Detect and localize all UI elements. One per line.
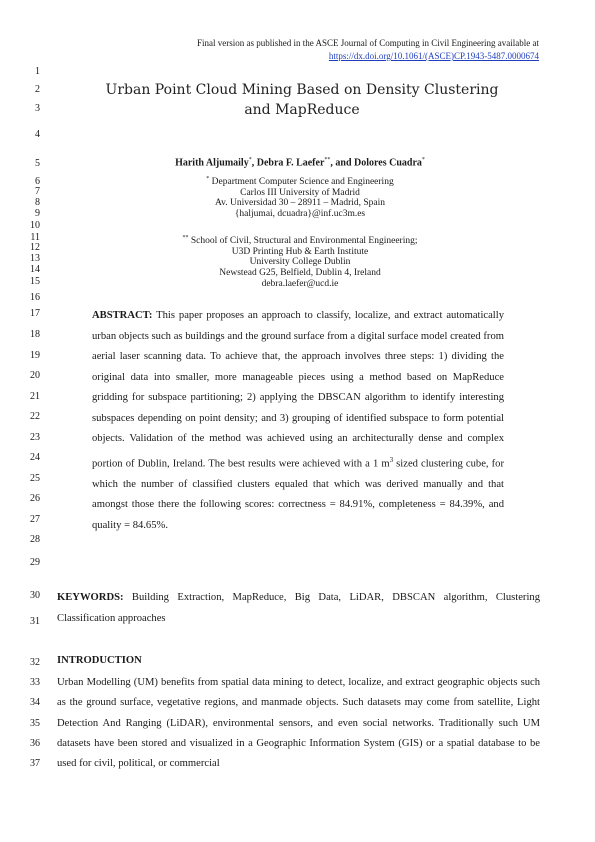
keywords-text: Building Extraction, MapReduce, Big Data, LiDAR, DBSCAN algorithm, Clustering Classification approaches — [57, 592, 540, 624]
introduction-paragraph: Urban Modelling (UM) benefits from spatial data mining to detect, localize, and extract geographic objects such as the ground surface, vegetative regions, and manmade objects. Such datasets may come from satellite, Light Detection And Ranging (LiDAR), environmental sensors, and even social networks. Traditionally such UM datasets have been stored and visualized in a Geographic Information System (GIS) or a spatial database to be used for civil, political, or commercial — [57, 677, 540, 770]
section-heading-introduction: INTRODUCTION — [57, 655, 142, 666]
line-number: 5 — [35, 158, 40, 169]
affiliation-address: Newstead G25, Belfield, Dublin 4, Ireland — [219, 267, 381, 278]
line-number: 15 — [30, 276, 40, 287]
line-number: 30 — [30, 590, 40, 601]
line-number: 17 — [30, 308, 40, 319]
line-number: 29 — [30, 557, 40, 568]
line-number: 6 — [35, 176, 40, 187]
author-name: Debra F. Laefer — [256, 157, 325, 169]
abstract-text-continued: sized clustering cube, for which the number of classified clusters equaled that which was derived manually and that amongst those there the following scores: correctness = 84.91%, completeness = 84.39%, and quality = 84.65%. — [92, 458, 504, 531]
line-number: 8 — [35, 197, 40, 208]
title-line-2: and MapReduce — [244, 102, 360, 118]
affiliation-university: University College Dublin — [249, 257, 351, 268]
line-number: 22 — [30, 411, 40, 422]
affiliation-1 — [110, 174, 490, 220]
affiliation-2 — [110, 233, 490, 289]
line-number: 31 — [30, 616, 40, 627]
affiliation-institute: U3D Printing Hub & Earth Institute — [231, 246, 369, 257]
line-number: 21 — [30, 391, 40, 402]
line-number: 10 — [30, 220, 40, 231]
line-number: 4 — [35, 129, 40, 140]
affiliation-department: School of Civil, Structural and Environmental Engineering; — [188, 236, 418, 247]
line-number: 33 — [30, 677, 40, 688]
line-number: 28 — [30, 534, 40, 545]
author-name: Harith Aljumaily — [175, 157, 249, 169]
line-number: 24 — [30, 452, 40, 463]
affiliation-address: Av. Universidad 30 – 28911 – Madrid, Spain — [214, 198, 386, 209]
affiliation-department: Department Computer Science and Engineering — [209, 177, 394, 188]
line-number: 19 — [30, 350, 40, 361]
line-number: 27 — [30, 514, 40, 525]
line-number: 1 — [35, 66, 40, 77]
abstract-text: This paper proposes an approach to classify, localize, and extract automatically urban objects such as buildings and the ground surface from a digital surface model created from aerial laser scanning data. To achieve that, the approach involves three steps: 1) dividing the original data into smaller, more manageable pieces using a method based on MapReduce gridding for subspace partitioning; 2) applying the DBSCAN algorithm to identify interesting subspaces depending on point density; and 3) grouping of identified subspace to form potential objects. Validation of the method was achieved using an architecturally dense and complex portion of Dublin, Ireland. The best results were achieved with a 1 m — [92, 310, 504, 470]
line-number: 2 — [35, 84, 40, 95]
paper-title — [92, 80, 512, 120]
abstract-label: ABSTRACT: — [92, 310, 153, 321]
line-number: 25 — [30, 473, 40, 484]
line-number: 20 — [30, 370, 40, 381]
publication-note-text: Final version as published in the ASCE Journal of Computing in Civil Engineering available at — [197, 38, 539, 48]
line-number: 14 — [30, 264, 40, 275]
affiliation-email: debra.laefer@ucd.ie — [261, 278, 339, 289]
author-separator: , — [251, 157, 257, 169]
line-number: 36 — [30, 738, 40, 749]
line-number: 7 — [35, 186, 40, 197]
line-number: 32 — [30, 657, 40, 668]
author-list — [80, 157, 520, 168]
line-number: 9 — [35, 208, 40, 219]
affiliation-university: Carlos III University of Madrid — [240, 187, 360, 198]
abstract — [92, 306, 504, 536]
line-number: 26 — [30, 493, 40, 504]
affiliation-mark: ** — [182, 235, 189, 241]
author-name: Dolores Cuadra — [354, 157, 422, 169]
line-number: 13 — [30, 253, 40, 264]
doi-link[interactable]: https://dx.doi.org/10.1061/(ASCE)CP.1943-5487.0000674 — [328, 51, 539, 61]
keywords — [57, 588, 540, 629]
line-number: 18 — [30, 329, 40, 340]
affiliation-mark: * — [206, 176, 210, 182]
publication-note — [197, 37, 539, 63]
keywords-label: KEYWORDS: — [57, 592, 124, 603]
line-number: 34 — [30, 697, 40, 708]
line-number: 3 — [35, 103, 40, 114]
line-number: 12 — [30, 242, 40, 253]
title-line-1: Urban Point Cloud Mining Based on Density Clustering — [105, 82, 499, 98]
line-number: 35 — [30, 718, 40, 729]
line-number: 23 — [30, 432, 40, 443]
line-number: 37 — [30, 758, 40, 769]
author-mark: * — [421, 157, 425, 163]
author-mark: ** — [324, 157, 331, 163]
line-number: 11 — [30, 232, 40, 243]
author-mark: * — [248, 157, 252, 163]
author-separator: , and — [330, 157, 355, 169]
abstract-superscript: 3 — [389, 455, 394, 464]
affiliation-email: {haljumai, dcuadra}@inf.uc3m.es — [234, 208, 366, 219]
line-number: 16 — [30, 292, 40, 303]
